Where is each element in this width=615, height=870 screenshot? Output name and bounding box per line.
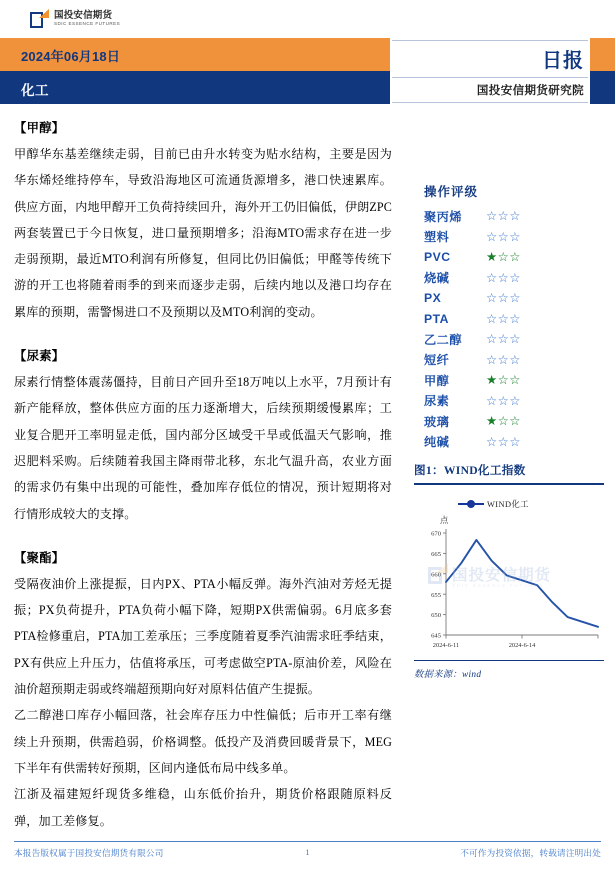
section-paragraph: 江浙及福建短纤现货多维稳，山东低价抬升，期货价格跟随原料反弹，加工差修复。 [14, 787, 392, 828]
y-axis-unit-label: 点 [440, 515, 449, 525]
rating-panel-heading: 操作评级 [424, 185, 479, 199]
section-polyester [14, 548, 392, 702]
legend-label: WIND化工 [487, 499, 529, 509]
watermark-text-en: SDIC ESSENCE FUTURES [452, 583, 544, 589]
rating-product-name: PX [424, 291, 442, 306]
section-paragraph: 尿素行情整体震荡僵持，目前日产回升至18万吨以上水平，7月预计有新产能释放，整体供应方面的压力逐渐增大，后续预期缓慢累库；工业复合肥开工率明显走低，国内部分区域受干旱或低温天气影响，推迟肥料采购。后续随着我国主降雨带北移，东北气温升高，农业方面的需求仍有集中出现的可能性，叠加库存低位的情况，预计短期将对行情形成较大的支撑。 [14, 375, 392, 521]
rating-product-name: 纯碱 [424, 435, 450, 450]
figure-source: 数据来源：wind [414, 669, 482, 680]
rating-stars: ☆☆☆ [486, 290, 521, 305]
rating-stars: ☆☆☆ [486, 310, 521, 326]
research-institute-name: 国投安信期货研究院 [476, 85, 584, 97]
section-title: 【聚酯】 [14, 550, 65, 565]
article-body [14, 118, 392, 834]
footer-copyright: 本报告版权属于国投安信期货有限公司 [14, 848, 164, 858]
rating-product-name: 烧碱 [424, 271, 450, 286]
rating-stars: ☆☆☆ [486, 331, 521, 346]
rating-row [414, 268, 604, 289]
rating-stars: ☆☆☆ [486, 392, 521, 408]
rating-product-name: 甲醇 [424, 373, 450, 388]
svg-text:670: 670 [431, 530, 441, 538]
divider [392, 102, 588, 103]
divider [392, 40, 588, 41]
rating-product-name: 塑料 [424, 230, 450, 245]
rating-stars: ☆☆☆ [486, 351, 521, 367]
rating-row [414, 329, 604, 350]
section-urea [14, 346, 392, 527]
footer-disclaimer: 不可作为投资依据，转载请注明出处 [460, 848, 601, 858]
footer-divider [14, 841, 601, 842]
section-staple-fiber [14, 781, 392, 834]
section-paragraph: 甲醇华东基差继续走弱，目前已由升水转变为贴水结构，主要是因为华东烯烃维持停车，导致沿海地区可流通货源增多，港口快速累库。供应方面，内地甲醇开工负荷持续回升，海外开工仍旧偏低，伊朗ZPC两套装置已于今日恢复，进口量预期增多；沿海MTO需求存在进一步走弱预期，最近MTO利润有所修复，但同比仍旧偏低；甲醛等传统下游的开工也将随着雨季的到来而逐步走弱，后续内地以及港口均存在累库的预期，需警惕进口不及预期以及MTO利润的变动。 [14, 147, 392, 319]
rating-row [414, 288, 604, 309]
company-logo [30, 9, 120, 28]
svg-text:2024-6-14: 2024-6-14 [508, 641, 536, 649]
rating-row [414, 206, 604, 227]
rating-stars: ☆☆☆ [486, 269, 521, 285]
rating-product-name: 聚丙烯 [424, 209, 463, 224]
rating-product-name: 乙二醇 [424, 332, 463, 347]
rating-product-name: 玻璃 [424, 414, 450, 429]
section-title: 【尿素】 [14, 349, 65, 364]
section-meg [14, 702, 392, 781]
svg-text:2024-6-11: 2024-6-11 [432, 641, 460, 649]
figure-bottom-rule [414, 660, 604, 661]
report-category: 化工 [21, 83, 49, 98]
wind-chemical-index-chart [414, 487, 604, 659]
rating-product-name: PVC [424, 250, 451, 265]
divider [392, 77, 588, 78]
rating-stars: ☆☆☆ [486, 228, 521, 244]
report-date: 2024年06月18日 [21, 49, 121, 64]
rating-stars: ☆☆☆ [486, 433, 521, 449]
svg-text:650: 650 [431, 611, 441, 619]
rating-stars: ☆☆☆ [486, 208, 521, 223]
rating-row [414, 370, 604, 391]
footer-page-number: 1 [305, 847, 310, 857]
logo-company-name-cn: 国投安信期货 [54, 9, 113, 21]
section-title: 【甲醇】 [14, 121, 65, 135]
section-paragraph: 受隔夜油价上涨提振，日内PX、PTA小幅反弹。海外汽油对芳烃无提振；PX负荷提升，PTA负荷小幅下降，短期PX供需偏弱。6月底多套PTA检修重启，PTA加工差承压；三季度随着夏季汽油需求旺季结束，PX有供应上升压力，估值将承压，可考虑做空PTA-原油价差，风险在油价超预期走弱或终端超预期向好对原料估值产生提振。 [14, 576, 392, 697]
rating-stars: ★☆☆ [486, 249, 521, 264]
figure-block [414, 462, 604, 680]
rating-row [414, 247, 604, 268]
watermark-text-cn: 国投安信期货 [452, 566, 552, 584]
report-type-title: 日报 [542, 50, 584, 72]
svg-text:645: 645 [431, 632, 441, 640]
figure-title: 图1：WIND化工指数 [414, 464, 526, 477]
rating-row [414, 432, 604, 453]
rating-row [414, 227, 604, 248]
section-methanol [14, 118, 392, 325]
section-paragraph: 乙二醇港口库存小幅回落，社会库存压力中性偏低；后市开工率有继续上升预期，供需趋弱，价格调整。低投产及消费回暖背景下，MEG下半年有供需转好预期，区间内逢低布局中线多单。 [14, 708, 392, 775]
logo-company-name-en: SDIC ESSENCE FUTURES [54, 20, 121, 26]
operation-rating-panel [414, 182, 604, 452]
logo-bar [0, 0, 615, 38]
rating-stars: ★☆☆ [486, 413, 521, 428]
rating-row [414, 350, 604, 371]
rating-product-name: 尿素 [424, 394, 450, 409]
svg-text:665: 665 [431, 550, 441, 558]
rating-row [414, 309, 604, 330]
figure-top-rule [414, 483, 604, 485]
svg-text:660: 660 [431, 570, 441, 578]
rating-row [414, 411, 604, 432]
rating-product-name: PTA [424, 311, 449, 326]
chart-plot-area [414, 487, 604, 659]
rating-row [414, 391, 604, 412]
svg-text:655: 655 [431, 591, 441, 599]
rating-product-name: 短纤 [424, 353, 450, 368]
report-type-card [390, 38, 590, 104]
rating-stars: ★☆☆ [486, 372, 521, 387]
logo-mark-icon [30, 9, 49, 28]
